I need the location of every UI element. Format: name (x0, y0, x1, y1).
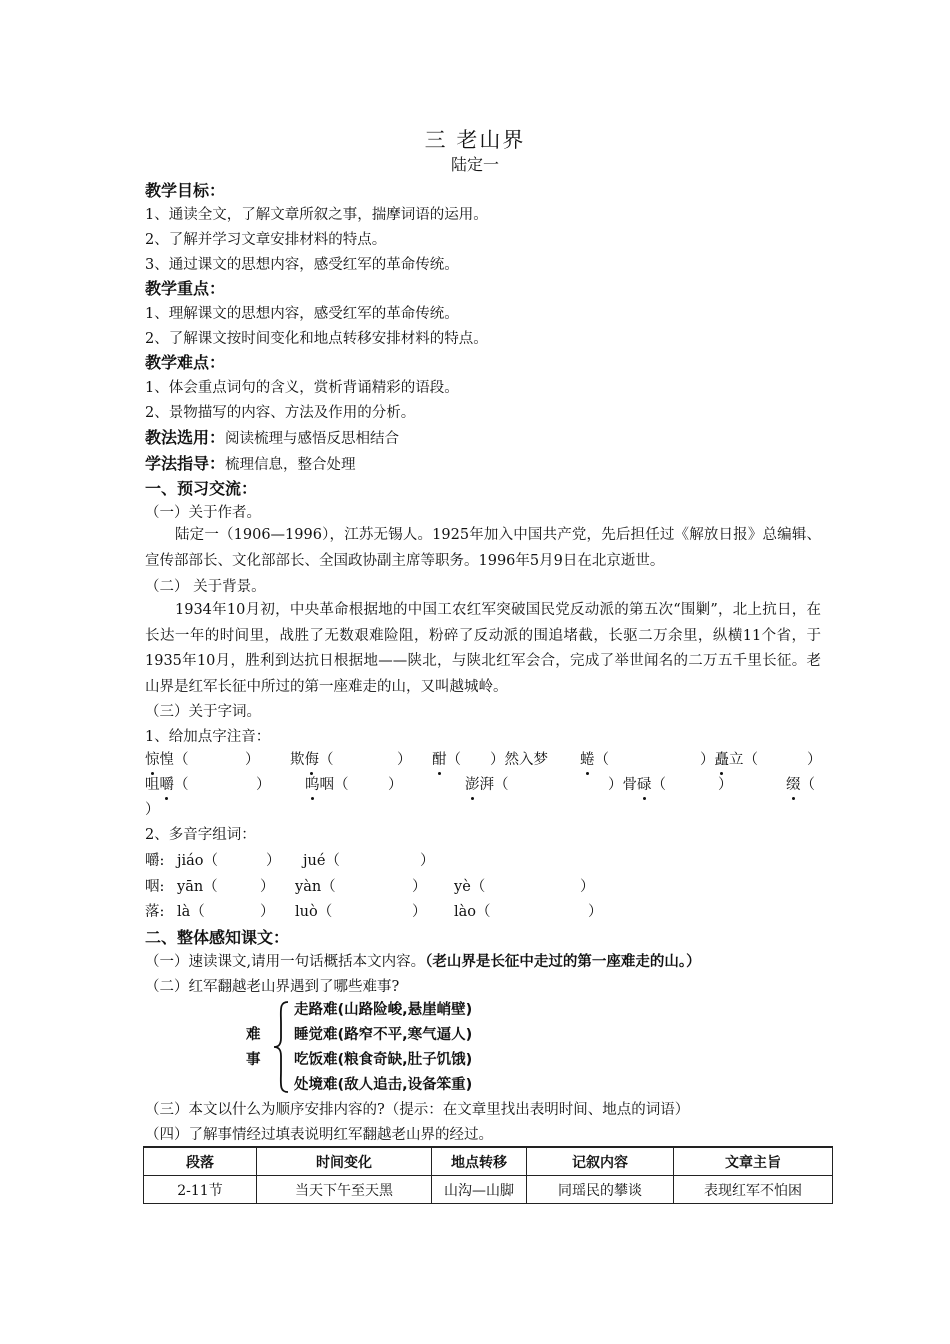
question-1 (145, 950, 701, 971)
pinyin-item-close: ） (807, 752, 822, 768)
pinyin-item: 惊惶（ (145, 748, 189, 769)
polyphone-reading: luò（ (295, 904, 333, 920)
pinyin-item: 欺侮（ (290, 748, 334, 769)
keypoint-item: 2、了解课文按时间变化和地点转移安排材料的特点。 (145, 331, 488, 347)
table-cell: 表现红军不怕困 (674, 1176, 833, 1204)
teaching-method-text: 阅读梳理与感悟反思相结合 (225, 431, 400, 447)
table-header-cell: 文章主旨 (674, 1147, 833, 1176)
table-cell: 山沟—山脚 (432, 1176, 527, 1204)
pinyin-item-close: ） (245, 752, 260, 768)
table-cell: 2-11节 (144, 1176, 257, 1204)
brace-label-char: 事 (246, 1052, 261, 1068)
pinyin-item-close: ） (718, 777, 733, 793)
table-header-row (144, 1147, 833, 1176)
author-paragraph: 陆定一（1906—1996），江苏无锡人。1925年加入中国共产党，先后担任过《解放日报》总编辑、宣传部部长、文化部部长、全国政协副主席等职务。1996年5月9日在北京逝世。 (145, 527, 821, 569)
hardship-item: 睡觉难(路窄不平,寒气逼人) (294, 1027, 473, 1043)
polyphone-blank: ） (412, 904, 427, 920)
keypoint-item: 1、理解课文的思想内容，感受红军的革命传统。 (145, 306, 459, 322)
author-subheading: （一）关于作者。 (145, 505, 261, 521)
difficulty-item: 1、体会重点词句的含义，赏析背诵精彩的语段。 (145, 380, 459, 396)
question-2: （二）红军翻越老山界遇到了哪些难事? (145, 979, 400, 995)
pinyin-item-close: ） (145, 802, 160, 818)
pinyin-item: 蜷（ (580, 748, 609, 769)
pinyin-exercise-label: 1、给加点字注音： (145, 729, 271, 745)
brace-label-char: 难 (246, 1027, 261, 1043)
pinyin-item: 酣（ (432, 748, 461, 769)
pinyin-item: ）矗立（ (700, 748, 758, 769)
question-4: （四）了解事情经过填表说明红军翻越老山界的经过。 (145, 1127, 493, 1143)
pinyin-item: 咀嚼（ (145, 773, 189, 794)
table-cell: 同瑶民的攀谈 (527, 1176, 674, 1204)
table-header-cell: 时间变化 (257, 1147, 432, 1176)
pinyin-item: 呜咽（ (305, 773, 349, 794)
polyphone-exercise-label: 2、多音字组词： (145, 827, 256, 843)
teaching-method (145, 425, 399, 448)
polyphone-blank: ） (260, 879, 275, 895)
polyphone-reading: lào（ (454, 904, 491, 920)
question-1-text: （一）速读课文,请用一句话概括本文内容。 (145, 954, 426, 970)
polyphone-reading: yàn（ (295, 879, 336, 895)
polyphone-blank: ） (580, 879, 595, 895)
background-paragraph: 1934年10月初，中央革命根据地的中国工农红军突破国民党反动派的第五次“围剿”，北上抗日，在长达一年的时间里，战胜了无数艰难险阻，粉碎了反动派的围追堵截，长驱二万余里，纵横11个省，于1935年10月，胜利到达抗日根据地——陕北，与陕北红军会合，完成了举世闻名的二万五千里长征。老山界是红军长征中所过的第一座难走的山，又叫越城岭。 (145, 602, 821, 695)
difficulty-item: 2、景物描写的内容、方法及作用的分析。 (145, 405, 416, 421)
study-method-text: 梳理信息，整合处理 (225, 457, 356, 473)
polyphone-blank: ） (588, 904, 603, 920)
polyphone-char: 嚼: (145, 853, 165, 869)
study-method-label: 学法指导： (145, 454, 226, 473)
hardship-item: 处境难(敌人追击,设备笨重) (294, 1077, 473, 1093)
answer-1: （老山界是长征中走过的第一座难走的山。） (425, 954, 701, 970)
polyphone-reading: là（ (177, 904, 205, 920)
study-method (145, 451, 356, 474)
table-header-cell: 地点转移 (432, 1147, 527, 1176)
pinyin-item-close: ） (256, 777, 271, 793)
section1-heading: 一、预习交流： (145, 479, 258, 498)
polyphone-reading: jué（ (303, 853, 340, 869)
polyphone-blank: ） (412, 879, 427, 895)
table-header-cell: 段落 (144, 1147, 257, 1176)
teaching-method-label: 教法选用： (145, 428, 226, 447)
words-subheading: （三）关于字词。 (145, 704, 261, 720)
pinyin-item-close: ）然入梦 (490, 752, 548, 768)
polyphone-reading: yān（ (177, 879, 218, 895)
author-name: 陆定一 (450, 155, 499, 174)
table-cell: 当天下午至天黑 (257, 1176, 432, 1204)
curly-brace (271, 1000, 291, 1094)
hardship-item: 吃饭难(粮食奇缺,肚子饥饿) (294, 1052, 473, 1068)
objective-item: 3、通过课文的思想内容，感受红军的革命传统。 (145, 257, 459, 273)
pinyin-item: ）骨碌（ (608, 773, 666, 794)
pinyin-item-close: ） (397, 752, 412, 768)
polyphone-blank: ） (266, 853, 281, 869)
polyphone-reading: yè（ (454, 879, 486, 895)
question-3: （三）本文以什么为顺序安排内容的?（提示：在文章里找出表明时间、地点的词语） (145, 1102, 690, 1118)
polyphone-char: 咽: (145, 879, 165, 895)
keypoints-heading: 教学重点： (145, 279, 226, 298)
polyphone-reading: jiáo（ (177, 853, 219, 869)
table-header-cell: 记叙内容 (527, 1147, 674, 1176)
page-title: 三 老山界 (424, 128, 526, 152)
difficulties-heading: 教学难点： (145, 353, 226, 372)
section2-heading: 二、整体感知课文： (145, 928, 290, 947)
pinyin-item-close: ） (388, 777, 403, 793)
objectives-heading: 教学目标： (145, 181, 226, 200)
pinyin-item: 缀（ (786, 773, 815, 794)
polyphone-char: 落: (145, 904, 165, 920)
background-subheading: （二） 关于背景。 (145, 579, 266, 595)
polyphone-blank: ） (260, 904, 275, 920)
summary-table (143, 1146, 833, 1204)
pinyin-item: 澎湃（ (465, 773, 509, 794)
hardship-item: 走路难(山路险峻,悬崖峭壁) (294, 1002, 473, 1018)
objective-item: 2、了解并学习文章安排材料的特点。 (145, 232, 387, 248)
objective-item: 1、通读全文，了解文章所叙之事，揣摩词语的运用。 (145, 207, 488, 223)
table-row (144, 1176, 833, 1204)
polyphone-blank: ） (420, 853, 435, 869)
